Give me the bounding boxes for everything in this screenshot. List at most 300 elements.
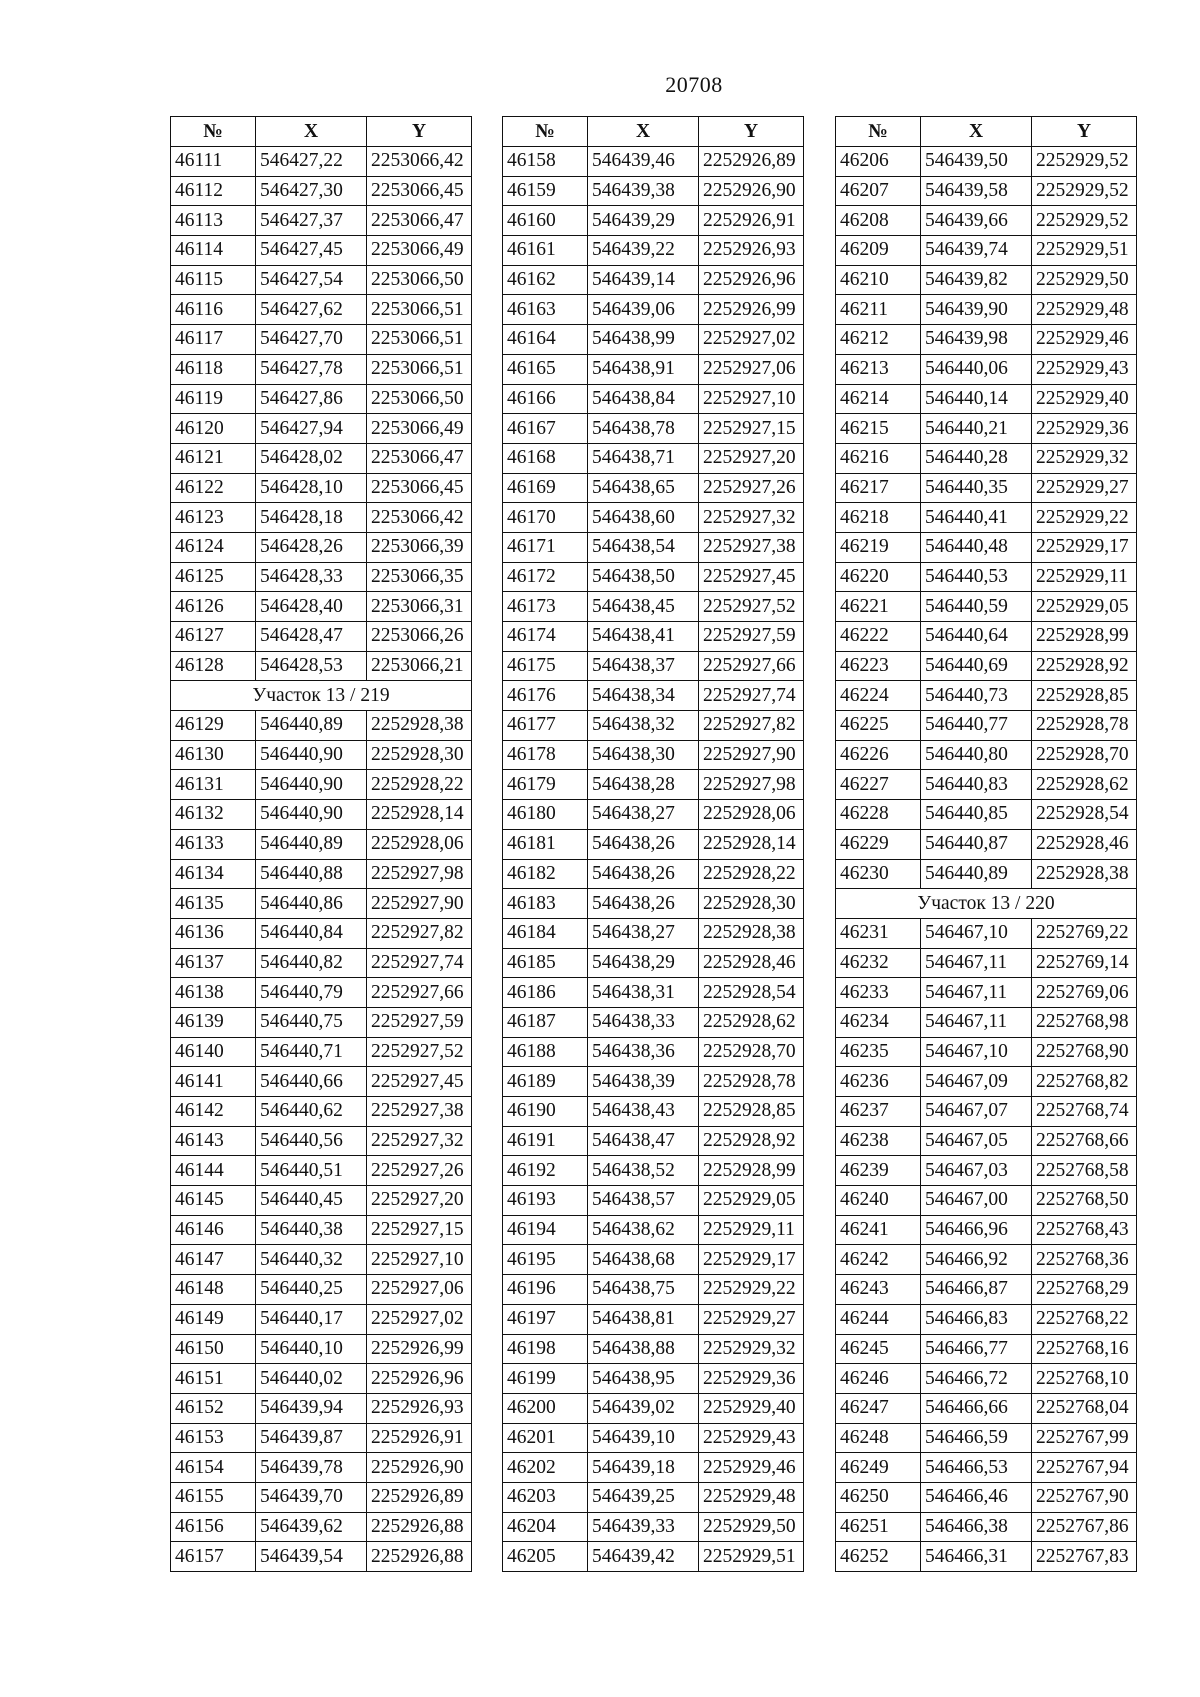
- table-row: [503, 1542, 804, 1572]
- y-coordinate-cell: 2252768,58: [1032, 1156, 1137, 1186]
- x-coordinate-cell: 546427,37: [256, 206, 367, 236]
- x-coordinate-cell: 546439,42: [588, 1542, 699, 1572]
- y-coordinate-cell: 2252927,98: [699, 770, 804, 800]
- table-row: [171, 711, 472, 741]
- point-number-cell: 46186: [503, 978, 588, 1008]
- x-coordinate-cell: 546466,38: [921, 1512, 1032, 1542]
- x-coordinate-cell: 546439,25: [588, 1482, 699, 1512]
- point-number-cell: 46116: [171, 295, 256, 325]
- x-coordinate-cell: 546440,56: [256, 1126, 367, 1156]
- point-number-cell: 46162: [503, 265, 588, 295]
- table-row: [836, 1542, 1137, 1572]
- table-row: [836, 1007, 1137, 1037]
- point-number-cell: 46184: [503, 918, 588, 948]
- point-number-cell: 46197: [503, 1304, 588, 1334]
- y-coordinate-cell: 2252927,52: [699, 592, 804, 622]
- table-row: [171, 592, 472, 622]
- section-header-row: [171, 681, 472, 711]
- point-number-cell: 46217: [836, 473, 921, 503]
- header-y: Y: [367, 117, 472, 147]
- y-coordinate-cell: 2252929,05: [699, 1186, 804, 1216]
- table-row: [836, 295, 1137, 325]
- table-row: [836, 681, 1137, 711]
- y-coordinate-cell: 2252929,11: [699, 1215, 804, 1245]
- table-row: [836, 1245, 1137, 1275]
- table-row: [503, 265, 804, 295]
- table-row: [503, 443, 804, 473]
- x-coordinate-cell: 546438,95: [588, 1364, 699, 1394]
- point-number-cell: 46237: [836, 1097, 921, 1127]
- y-coordinate-cell: 2252768,36: [1032, 1245, 1137, 1275]
- point-number-cell: 46196: [503, 1275, 588, 1305]
- table-row: [503, 711, 804, 741]
- y-coordinate-cell: 2252926,89: [367, 1482, 472, 1512]
- table-row: [171, 1512, 472, 1542]
- y-coordinate-cell: 2252928,30: [699, 889, 804, 919]
- x-coordinate-cell: 546438,43: [588, 1097, 699, 1127]
- point-number-cell: 46129: [171, 711, 256, 741]
- x-coordinate-cell: 546440,89: [256, 829, 367, 859]
- x-coordinate-cell: 546438,31: [588, 978, 699, 1008]
- y-coordinate-cell: 2252928,62: [699, 1007, 804, 1037]
- x-coordinate-cell: 546439,46: [588, 147, 699, 177]
- header-x: X: [921, 117, 1032, 147]
- point-number-cell: 46117: [171, 325, 256, 355]
- point-number-cell: 46172: [503, 562, 588, 592]
- x-coordinate-cell: 546438,50: [588, 562, 699, 592]
- x-coordinate-cell: 546467,11: [921, 948, 1032, 978]
- y-coordinate-cell: 2252929,17: [699, 1245, 804, 1275]
- table-row: [836, 1186, 1137, 1216]
- y-coordinate-cell: 2253066,47: [367, 206, 472, 236]
- table-row: [503, 681, 804, 711]
- point-number-cell: 46239: [836, 1156, 921, 1186]
- x-coordinate-cell: 546440,38: [256, 1215, 367, 1245]
- point-number-cell: 46112: [171, 176, 256, 206]
- y-coordinate-cell: 2252929,40: [699, 1393, 804, 1423]
- point-number-cell: 46166: [503, 384, 588, 414]
- x-coordinate-cell: 546427,22: [256, 147, 367, 177]
- table-row: [836, 829, 1137, 859]
- x-coordinate-cell: 546440,87: [921, 829, 1032, 859]
- x-coordinate-cell: 546467,11: [921, 978, 1032, 1008]
- point-number-cell: 46218: [836, 503, 921, 533]
- y-coordinate-cell: 2252768,98: [1032, 1007, 1137, 1037]
- table-row: [836, 859, 1137, 889]
- table-row: [836, 206, 1137, 236]
- point-number-cell: 46193: [503, 1186, 588, 1216]
- y-coordinate-cell: 2252928,22: [367, 770, 472, 800]
- y-coordinate-cell: 2252928,78: [1032, 711, 1137, 741]
- y-coordinate-cell: 2252927,66: [367, 978, 472, 1008]
- point-number-cell: 46178: [503, 740, 588, 770]
- y-coordinate-cell: 2252927,10: [699, 384, 804, 414]
- table-row: [503, 532, 804, 562]
- y-coordinate-cell: 2252927,32: [367, 1126, 472, 1156]
- y-coordinate-cell: 2252929,46: [699, 1453, 804, 1483]
- y-coordinate-cell: 2252927,52: [367, 1037, 472, 1067]
- point-number-cell: 46228: [836, 800, 921, 830]
- table-row: [503, 770, 804, 800]
- y-coordinate-cell: 2252768,10: [1032, 1364, 1137, 1394]
- y-coordinate-cell: 2253066,42: [367, 147, 472, 177]
- point-number-cell: 46233: [836, 978, 921, 1008]
- y-coordinate-cell: 2253066,21: [367, 651, 472, 681]
- x-coordinate-cell: 546440,71: [256, 1037, 367, 1067]
- y-coordinate-cell: 2252768,43: [1032, 1215, 1137, 1245]
- point-number-cell: 46232: [836, 948, 921, 978]
- y-coordinate-cell: 2252767,90: [1032, 1482, 1137, 1512]
- x-coordinate-cell: 546438,52: [588, 1156, 699, 1186]
- y-coordinate-cell: 2252926,91: [699, 206, 804, 236]
- x-coordinate-cell: 546438,39: [588, 1067, 699, 1097]
- point-number-cell: 46125: [171, 562, 256, 592]
- y-coordinate-cell: 2253066,42: [367, 503, 472, 533]
- table-row: [836, 740, 1137, 770]
- x-coordinate-cell: 546439,18: [588, 1453, 699, 1483]
- y-coordinate-cell: 2252927,26: [699, 473, 804, 503]
- x-coordinate-cell: 546438,26: [588, 859, 699, 889]
- point-number-cell: 46176: [503, 681, 588, 711]
- y-coordinate-cell: 2253066,49: [367, 414, 472, 444]
- y-coordinate-cell: 2252926,90: [367, 1453, 472, 1483]
- point-number-cell: 46140: [171, 1037, 256, 1067]
- point-number-cell: 46202: [503, 1453, 588, 1483]
- y-coordinate-cell: 2252928,70: [1032, 740, 1137, 770]
- point-number-cell: 46113: [171, 206, 256, 236]
- table-row: [503, 1215, 804, 1245]
- x-coordinate-cell: 546440,83: [921, 770, 1032, 800]
- x-coordinate-cell: 546439,78: [256, 1453, 367, 1483]
- table-row: [836, 800, 1137, 830]
- y-coordinate-cell: 2252927,98: [367, 859, 472, 889]
- y-coordinate-cell: 2252768,29: [1032, 1275, 1137, 1305]
- x-coordinate-cell: 546467,07: [921, 1097, 1032, 1127]
- y-coordinate-cell: 2252927,02: [699, 325, 804, 355]
- table-row: [836, 1423, 1137, 1453]
- table-row: [836, 236, 1137, 266]
- x-coordinate-cell: 546427,86: [256, 384, 367, 414]
- point-number-cell: 46163: [503, 295, 588, 325]
- point-number-cell: 46175: [503, 651, 588, 681]
- y-coordinate-cell: 2252768,74: [1032, 1097, 1137, 1127]
- table-row: [171, 295, 472, 325]
- point-number-cell: 46230: [836, 859, 921, 889]
- x-coordinate-cell: 546439,14: [588, 265, 699, 295]
- table-row: [171, 829, 472, 859]
- x-coordinate-cell: 546439,54: [256, 1542, 367, 1572]
- point-number-cell: 46141: [171, 1067, 256, 1097]
- y-coordinate-cell: 2252928,62: [1032, 770, 1137, 800]
- table-row: [503, 503, 804, 533]
- x-coordinate-cell: 546439,98: [921, 325, 1032, 355]
- point-number-cell: 46136: [171, 918, 256, 948]
- x-coordinate-cell: 546427,70: [256, 325, 367, 355]
- table-row: [171, 1245, 472, 1275]
- x-coordinate-cell: 546438,26: [588, 829, 699, 859]
- point-number-cell: 46127: [171, 622, 256, 652]
- x-coordinate-cell: 546438,30: [588, 740, 699, 770]
- y-coordinate-cell: 2252767,83: [1032, 1542, 1137, 1572]
- table-row: [171, 384, 472, 414]
- point-number-cell: 46213: [836, 354, 921, 384]
- x-coordinate-cell: 546466,72: [921, 1364, 1032, 1394]
- y-coordinate-cell: 2253066,51: [367, 354, 472, 384]
- y-coordinate-cell: 2252927,74: [699, 681, 804, 711]
- x-coordinate-cell: 546438,47: [588, 1126, 699, 1156]
- table-row: [836, 1097, 1137, 1127]
- x-coordinate-cell: 546438,33: [588, 1007, 699, 1037]
- x-coordinate-cell: 546439,50: [921, 147, 1032, 177]
- point-number-cell: 46174: [503, 622, 588, 652]
- x-coordinate-cell: 546438,81: [588, 1304, 699, 1334]
- y-coordinate-cell: 2252927,82: [699, 711, 804, 741]
- table-row: [836, 1067, 1137, 1097]
- point-number-cell: 46206: [836, 147, 921, 177]
- y-coordinate-cell: 2252927,32: [699, 503, 804, 533]
- x-coordinate-cell: 546438,71: [588, 443, 699, 473]
- x-coordinate-cell: 546439,87: [256, 1423, 367, 1453]
- section-label: Участок 13 / 219: [171, 681, 472, 711]
- point-number-cell: 46248: [836, 1423, 921, 1453]
- point-number-cell: 46231: [836, 918, 921, 948]
- y-coordinate-cell: 2252928,38: [367, 711, 472, 741]
- point-number-cell: 46130: [171, 740, 256, 770]
- x-coordinate-cell: 546428,18: [256, 503, 367, 533]
- x-coordinate-cell: 546439,82: [921, 265, 1032, 295]
- table-row: [836, 1334, 1137, 1364]
- x-coordinate-cell: 546440,88: [256, 859, 367, 889]
- x-coordinate-cell: 546467,11: [921, 1007, 1032, 1037]
- x-coordinate-cell: 546440,89: [256, 711, 367, 741]
- point-number-cell: 46208: [836, 206, 921, 236]
- y-coordinate-cell: 2252927,10: [367, 1245, 472, 1275]
- x-coordinate-cell: 546438,78: [588, 414, 699, 444]
- y-coordinate-cell: 2252769,14: [1032, 948, 1137, 978]
- y-coordinate-cell: 2252768,04: [1032, 1393, 1137, 1423]
- table-row: [836, 711, 1137, 741]
- y-coordinate-cell: 2252929,51: [1032, 236, 1137, 266]
- x-coordinate-cell: 546466,83: [921, 1304, 1032, 1334]
- y-coordinate-cell: 2252927,45: [367, 1067, 472, 1097]
- x-coordinate-cell: 546438,99: [588, 325, 699, 355]
- point-number-cell: 46181: [503, 829, 588, 859]
- x-coordinate-cell: 546439,33: [588, 1512, 699, 1542]
- point-number-cell: 46243: [836, 1275, 921, 1305]
- table-row: [171, 532, 472, 562]
- point-number-cell: 46244: [836, 1304, 921, 1334]
- point-number-cell: 46187: [503, 1007, 588, 1037]
- y-coordinate-cell: 2252767,86: [1032, 1512, 1137, 1542]
- y-coordinate-cell: 2252929,43: [1032, 354, 1137, 384]
- point-number-cell: 46222: [836, 622, 921, 652]
- point-number-cell: 46132: [171, 800, 256, 830]
- point-number-cell: 46252: [836, 1542, 921, 1572]
- y-coordinate-cell: 2252929,52: [1032, 176, 1137, 206]
- y-coordinate-cell: 2253066,51: [367, 295, 472, 325]
- point-number-cell: 46164: [503, 325, 588, 355]
- table-row: [836, 1453, 1137, 1483]
- point-number-cell: 46201: [503, 1423, 588, 1453]
- y-coordinate-cell: 2252767,94: [1032, 1453, 1137, 1483]
- y-coordinate-cell: 2252927,20: [699, 443, 804, 473]
- x-coordinate-cell: 546439,58: [921, 176, 1032, 206]
- table-row: [503, 295, 804, 325]
- point-number-cell: 46158: [503, 147, 588, 177]
- y-coordinate-cell: 2252928,38: [699, 918, 804, 948]
- x-coordinate-cell: 546467,10: [921, 1037, 1032, 1067]
- table-body: [836, 147, 1137, 1572]
- table-row: [171, 443, 472, 473]
- point-number-cell: 46199: [503, 1364, 588, 1394]
- table-row: [171, 800, 472, 830]
- table-row: [503, 1393, 804, 1423]
- point-number-cell: 46159: [503, 176, 588, 206]
- y-coordinate-cell: 2252928,92: [699, 1126, 804, 1156]
- y-coordinate-cell: 2252768,82: [1032, 1067, 1137, 1097]
- y-coordinate-cell: 2252929,40: [1032, 384, 1137, 414]
- point-number-cell: 46205: [503, 1542, 588, 1572]
- table-row: [171, 562, 472, 592]
- y-coordinate-cell: 2252768,22: [1032, 1304, 1137, 1334]
- point-number-cell: 46214: [836, 384, 921, 414]
- table-row: [836, 1126, 1137, 1156]
- table-row: [836, 1512, 1137, 1542]
- point-number-cell: 46124: [171, 532, 256, 562]
- table-row: [171, 859, 472, 889]
- point-number-cell: 46229: [836, 829, 921, 859]
- point-number-cell: 46180: [503, 800, 588, 830]
- y-coordinate-cell: 2252929,32: [699, 1334, 804, 1364]
- point-number-cell: 46191: [503, 1126, 588, 1156]
- x-coordinate-cell: 546427,94: [256, 414, 367, 444]
- x-coordinate-cell: 546428,53: [256, 651, 367, 681]
- table-row: [171, 770, 472, 800]
- table-row: [836, 473, 1137, 503]
- y-coordinate-cell: 2252926,93: [367, 1393, 472, 1423]
- table-row: [503, 800, 804, 830]
- y-coordinate-cell: 2252929,48: [1032, 295, 1137, 325]
- y-coordinate-cell: 2252929,46: [1032, 325, 1137, 355]
- point-number-cell: 46111: [171, 147, 256, 177]
- x-coordinate-cell: 546440,10: [256, 1334, 367, 1364]
- table-row: [171, 1364, 472, 1394]
- point-number-cell: 46242: [836, 1245, 921, 1275]
- x-coordinate-cell: 546438,68: [588, 1245, 699, 1275]
- x-coordinate-cell: 546466,96: [921, 1215, 1032, 1245]
- table-row: [836, 414, 1137, 444]
- x-coordinate-cell: 546427,45: [256, 236, 367, 266]
- point-number-cell: 46142: [171, 1097, 256, 1127]
- point-number-cell: 46144: [171, 1156, 256, 1186]
- point-number-cell: 46152: [171, 1393, 256, 1423]
- table-row: [503, 1097, 804, 1127]
- x-coordinate-cell: 546466,92: [921, 1245, 1032, 1275]
- point-number-cell: 46226: [836, 740, 921, 770]
- point-number-cell: 46169: [503, 473, 588, 503]
- y-coordinate-cell: 2252928,92: [1032, 651, 1137, 681]
- point-number-cell: 46153: [171, 1423, 256, 1453]
- x-coordinate-cell: 546440,86: [256, 889, 367, 919]
- table-row: [171, 265, 472, 295]
- x-coordinate-cell: 546440,53: [921, 562, 1032, 592]
- point-number-cell: 46246: [836, 1364, 921, 1394]
- table-row: [836, 1037, 1137, 1067]
- y-coordinate-cell: 2252927,59: [367, 1007, 472, 1037]
- point-number-cell: 46189: [503, 1067, 588, 1097]
- table-row: [503, 354, 804, 384]
- x-coordinate-cell: 546440,25: [256, 1275, 367, 1305]
- y-coordinate-cell: 2252928,38: [1032, 859, 1137, 889]
- x-coordinate-cell: 546427,62: [256, 295, 367, 325]
- y-coordinate-cell: 2252768,50: [1032, 1186, 1137, 1216]
- y-coordinate-cell: 2252929,52: [1032, 147, 1137, 177]
- table-row: [836, 1156, 1137, 1186]
- table-row: [836, 325, 1137, 355]
- header-number: №: [171, 117, 256, 147]
- point-number-cell: 46224: [836, 681, 921, 711]
- x-coordinate-cell: 546438,32: [588, 711, 699, 741]
- y-coordinate-cell: 2252929,52: [1032, 206, 1137, 236]
- point-number-cell: 46241: [836, 1215, 921, 1245]
- x-coordinate-cell: 546440,90: [256, 770, 367, 800]
- point-number-cell: 46212: [836, 325, 921, 355]
- x-coordinate-cell: 546440,79: [256, 978, 367, 1008]
- y-coordinate-cell: 2252927,15: [367, 1215, 472, 1245]
- point-number-cell: 46183: [503, 889, 588, 919]
- table-row: [503, 592, 804, 622]
- point-number-cell: 46185: [503, 948, 588, 978]
- header-x: X: [588, 117, 699, 147]
- y-coordinate-cell: 2252928,54: [1032, 800, 1137, 830]
- header-number: №: [503, 117, 588, 147]
- table-row: [503, 1186, 804, 1216]
- x-coordinate-cell: 546440,80: [921, 740, 1032, 770]
- table-row: [503, 414, 804, 444]
- point-number-cell: 46167: [503, 414, 588, 444]
- x-coordinate-cell: 546428,47: [256, 622, 367, 652]
- y-coordinate-cell: 2252929,27: [699, 1304, 804, 1334]
- y-coordinate-cell: 2252929,50: [699, 1512, 804, 1542]
- y-coordinate-cell: 2252927,06: [699, 354, 804, 384]
- table-row: [503, 622, 804, 652]
- y-coordinate-cell: 2252926,88: [367, 1512, 472, 1542]
- header-number: №: [836, 117, 921, 147]
- table-row: [503, 1512, 804, 1542]
- point-number-cell: 46210: [836, 265, 921, 295]
- y-coordinate-cell: 2252928,06: [367, 829, 472, 859]
- table-row: [503, 918, 804, 948]
- table-row: [836, 770, 1137, 800]
- point-number-cell: 46249: [836, 1453, 921, 1483]
- x-coordinate-cell: 546439,66: [921, 206, 1032, 236]
- x-coordinate-cell: 546438,37: [588, 651, 699, 681]
- x-coordinate-cell: 546439,62: [256, 1512, 367, 1542]
- x-coordinate-cell: 546440,14: [921, 384, 1032, 414]
- point-number-cell: 46119: [171, 384, 256, 414]
- point-number-cell: 46133: [171, 829, 256, 859]
- y-coordinate-cell: 2252929,22: [699, 1275, 804, 1305]
- y-coordinate-cell: 2252929,05: [1032, 592, 1137, 622]
- coordinates-table-2: [502, 116, 804, 1572]
- y-coordinate-cell: 2252929,32: [1032, 443, 1137, 473]
- point-number-cell: 46203: [503, 1482, 588, 1512]
- y-coordinate-cell: 2252927,82: [367, 918, 472, 948]
- y-coordinate-cell: 2252927,66: [699, 651, 804, 681]
- x-coordinate-cell: 546439,38: [588, 176, 699, 206]
- y-coordinate-cell: 2252928,99: [1032, 622, 1137, 652]
- table-row: [836, 384, 1137, 414]
